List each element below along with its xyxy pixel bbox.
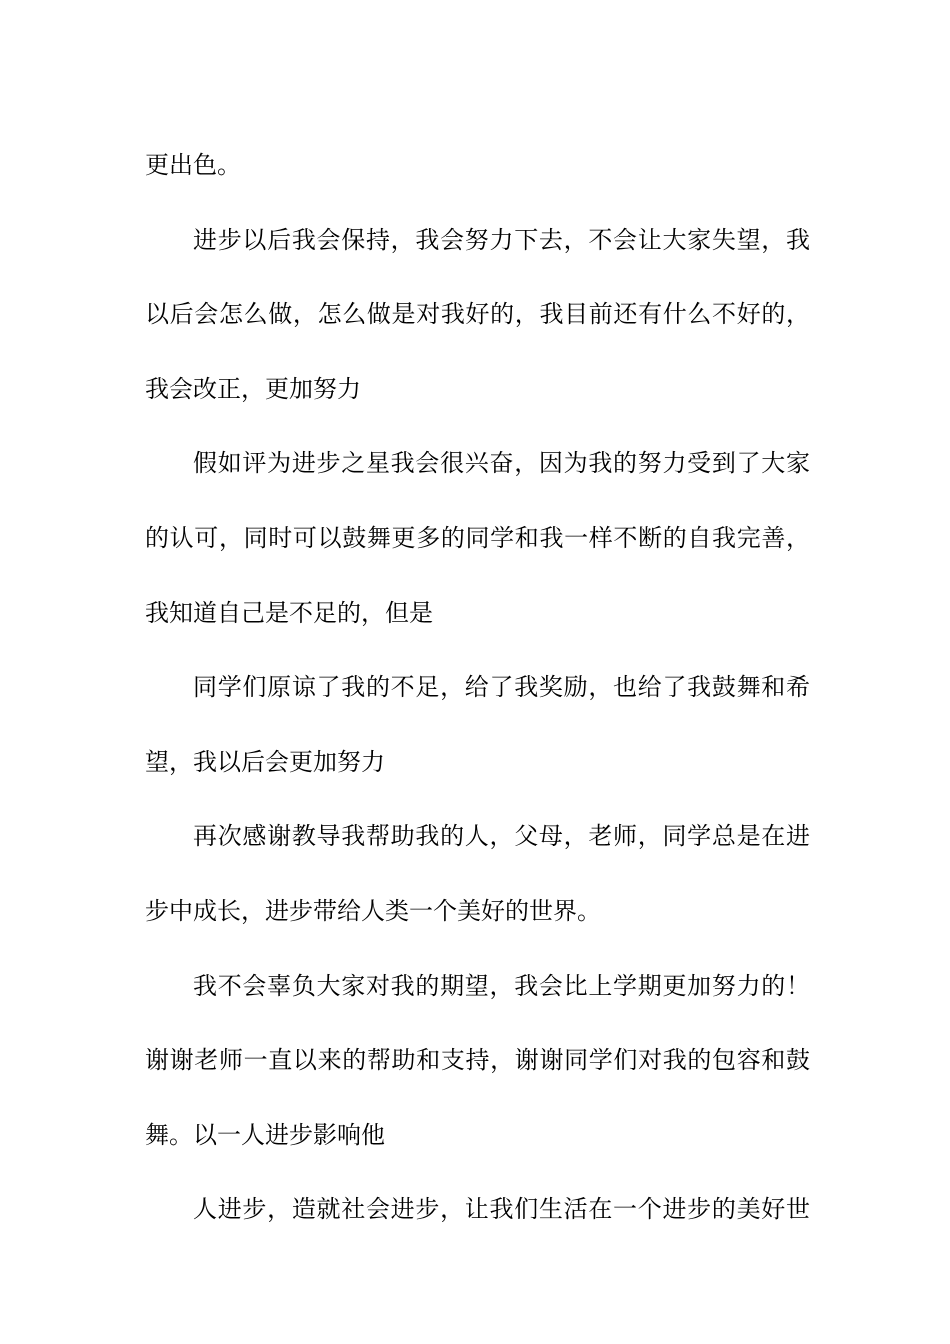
text-line: 我会改正，更加努力	[145, 374, 361, 403]
text-line: 舞。以一人进步影响他	[145, 1120, 385, 1149]
document-body	[145, 128, 810, 1247]
text-line: 谢谢老师一直以来的帮助和支持，谢谢同学们对我的包容和鼓	[145, 1046, 810, 1075]
text-line: 望，我以后会更加努力	[145, 747, 385, 776]
text-line: 以后会怎么做，怎么做是对我好的，我目前还有什么不好的，	[145, 300, 810, 329]
text-line: 再次感谢教导我帮助我的人，父母，老师，同学总是在进	[193, 822, 810, 851]
text-line: 进步以后我会保持，我会努力下去，不会让大家失望，我	[193, 225, 810, 254]
text-line: 同学们原谅了我的不足，给了我奖励，也给了我鼓舞和希	[193, 673, 810, 702]
text-line: 更出色。	[145, 151, 241, 179]
text-line: 人进步，造就社会进步，让我们生活在一个进步的美好世	[193, 1195, 810, 1224]
text-line: 假如评为进步之星我会很兴奋，因为我的努力受到了大家	[193, 449, 810, 478]
text-line: 步中成长，进步带给人类一个美好的世界。	[145, 896, 601, 925]
text-line: 我知道自己是不足的，但是	[145, 598, 433, 627]
text-line: 的认可，同时可以鼓舞更多的同学和我一样不断的自我完善，	[145, 523, 810, 552]
text-line: 我不会辜负大家对我的期望，我会比上学期更加努力的！	[193, 971, 810, 1000]
